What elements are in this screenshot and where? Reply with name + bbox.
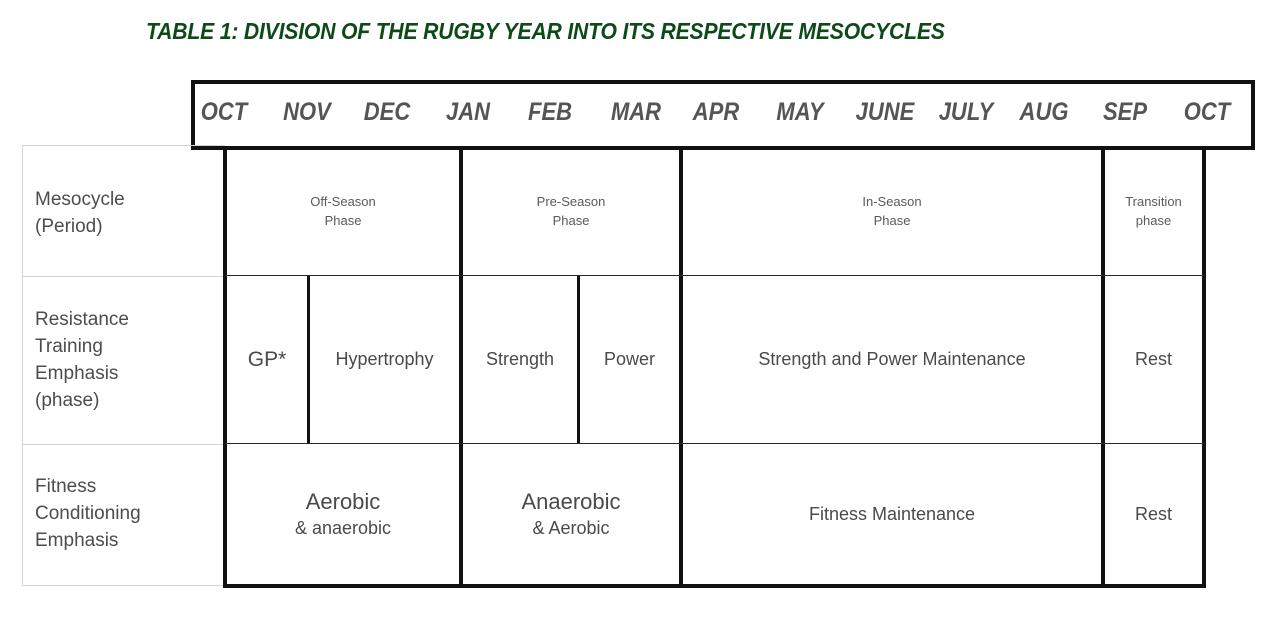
- phase-off-season: Off-Season Phase: [310, 193, 376, 228]
- phase-pre-season: Pre-Season Phase: [536, 193, 606, 228]
- resistance-maintenance: Strength and Power Maintenance: [758, 349, 1026, 369]
- month-june: JUNE: [855, 98, 915, 126]
- resistance-strength: Strength: [485, 349, 555, 369]
- month-july: JULY: [938, 98, 994, 126]
- fitness-off-season: Aerobic & anaerobic: [294, 489, 392, 538]
- resistance-power: Power: [603, 349, 656, 369]
- month-jan: JAN: [445, 98, 491, 126]
- row-label-resistance: Resistance Training Emphasis (phase): [22, 276, 225, 444]
- month-apr: APR: [692, 98, 740, 126]
- resistance-rest: Rest: [1134, 349, 1172, 369]
- month-nov: NOV: [283, 98, 331, 126]
- grid-hline-bottom: [223, 584, 1206, 588]
- month-aug: AUG: [1019, 98, 1069, 126]
- month-feb: FEB: [528, 98, 572, 126]
- row-label-fitness: Fitness Conditioning Emphasis: [22, 444, 225, 586]
- phase-in-season: In-Season Phase: [862, 193, 922, 228]
- resistance-gp: GP*: [247, 347, 287, 371]
- fitness-rest: Rest: [1134, 503, 1172, 524]
- resistance-hypertrophy: Hypertrophy: [335, 349, 434, 369]
- month-may: MAY: [776, 98, 824, 126]
- row-label-mesocycle: Mesocycle (Period): [22, 145, 225, 276]
- fitness-pre-season: Anaerobic & Aerobic: [521, 489, 621, 538]
- table-title: TABLE 1: DIVISION OF THE RUGBY YEAR INTO ITS RESPECTIVE MESOCYCLES: [146, 18, 945, 44]
- month-mar: MAR: [610, 98, 662, 126]
- month-oct-end: OCT: [1183, 98, 1231, 126]
- grid-vline-right: [1202, 146, 1206, 588]
- month-header-bar: [191, 80, 1255, 150]
- month-dec: DEC: [363, 98, 411, 126]
- phase-transition: Transition phase: [1125, 193, 1182, 228]
- fitness-in-season: Fitness Maintenance: [808, 503, 976, 524]
- month-oct-start: OCT: [200, 98, 248, 126]
- month-sep: SEP: [1102, 98, 1148, 126]
